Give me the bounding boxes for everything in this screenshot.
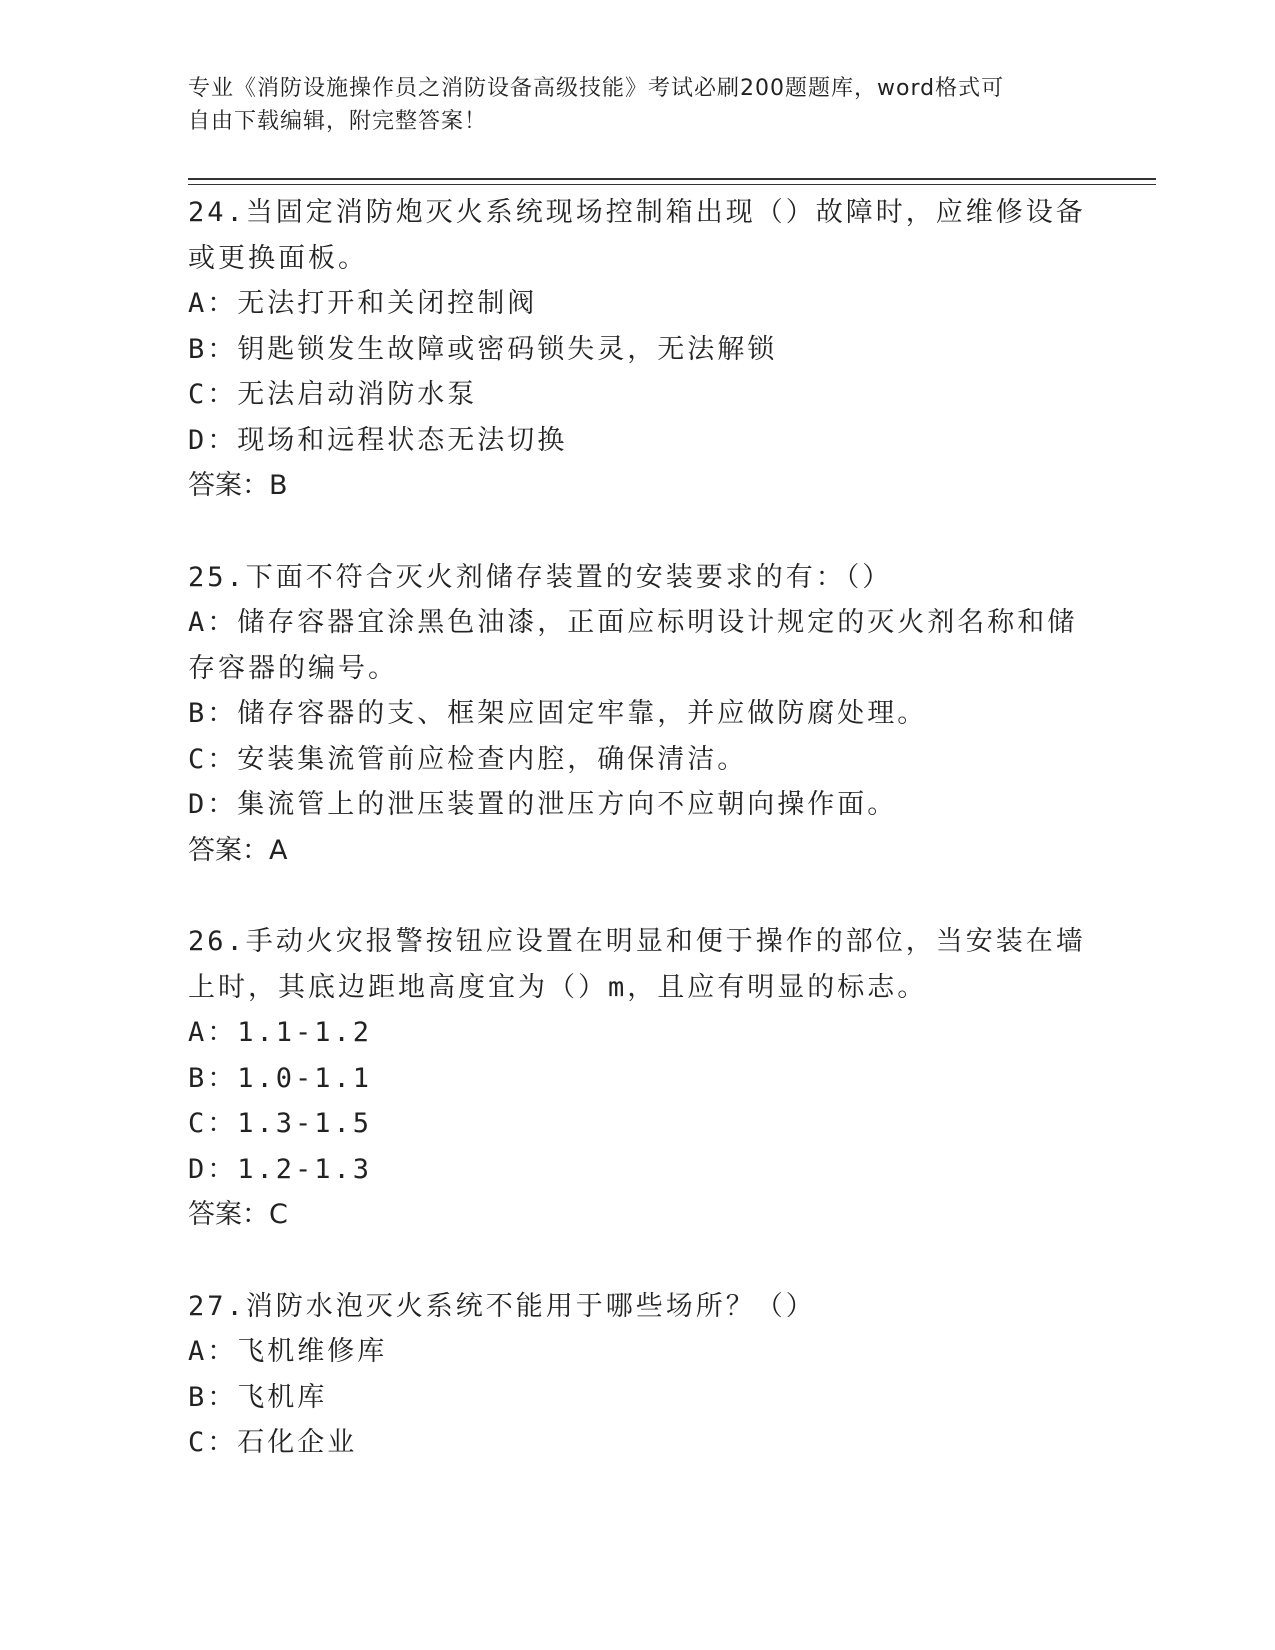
question-26 (188, 919, 1088, 1238)
question-24 (188, 190, 1088, 509)
question-stem: 27.消防水泡灭火系统不能用于哪些场所？（） (188, 1290, 816, 1322)
option-b: B：1.0-1.1 (188, 1062, 373, 1094)
answer-label: 答案：C (188, 1199, 288, 1230)
question-stem: 26.手动火灾报警按钮应设置在明显和便于操作的部位，当安装在墙上时，其底边距地高度宜为（）m，且应有明显的标志。 (188, 926, 1086, 1003)
header-line-2: 自由下载编辑，附完整答案！ (188, 109, 488, 134)
question-stem: 25.下面不符合灭火剂储存装置的安装要求的有：（） (188, 561, 893, 593)
question-stem: 24.当固定消防炮灭火系统现场控制箱出现（）故障时，应维修设备或更换面板。 (188, 197, 1086, 274)
option-a: A：储存容器宜涂黑色油漆，正面应标明设计规定的灭火剂名称和储存容器的编号。 (188, 607, 1078, 684)
question-27 (188, 1284, 1088, 1466)
option-d: D：现场和远程状态无法切换 (188, 424, 568, 456)
option-c: C：安装集流管前应检查内腔，确保清洁。 (188, 743, 748, 775)
option-c: C：无法启动消防水泵 (188, 379, 478, 410)
document-header (188, 72, 1088, 138)
option-d: D：集流管上的泄压装置的泄压方向不应朝向操作面。 (188, 789, 898, 820)
header-divider-thick (188, 178, 1156, 180)
option-b: B：储存容器的支、框架应固定牢靠，并应做防腐处理。 (188, 698, 928, 729)
question-25 (188, 555, 1088, 874)
option-a: A：1.1-1.2 (188, 1017, 373, 1048)
header-divider-thin (188, 184, 1156, 185)
answer-label: 答案：B (188, 470, 288, 501)
header-line-1: 专业《消防设施操作员之消防设备高级技能》考试必刷200题题库，word格式可 (188, 76, 1005, 101)
option-a: A：飞机维修库 (188, 1336, 388, 1367)
question-list (188, 190, 1088, 1512)
option-b: B：钥匙锁发生故障或密码锁失灵，无法解锁 (188, 333, 778, 365)
answer-label: 答案：A (188, 834, 288, 866)
option-a: A：无法打开和关闭控制阀 (188, 288, 538, 319)
option-c: C：1.3-1.5 (188, 1108, 373, 1139)
option-d: D：1.2-1.3 (188, 1153, 373, 1185)
option-c: C：石化企业 (188, 1427, 358, 1458)
option-b: B：飞机库 (188, 1381, 328, 1413)
